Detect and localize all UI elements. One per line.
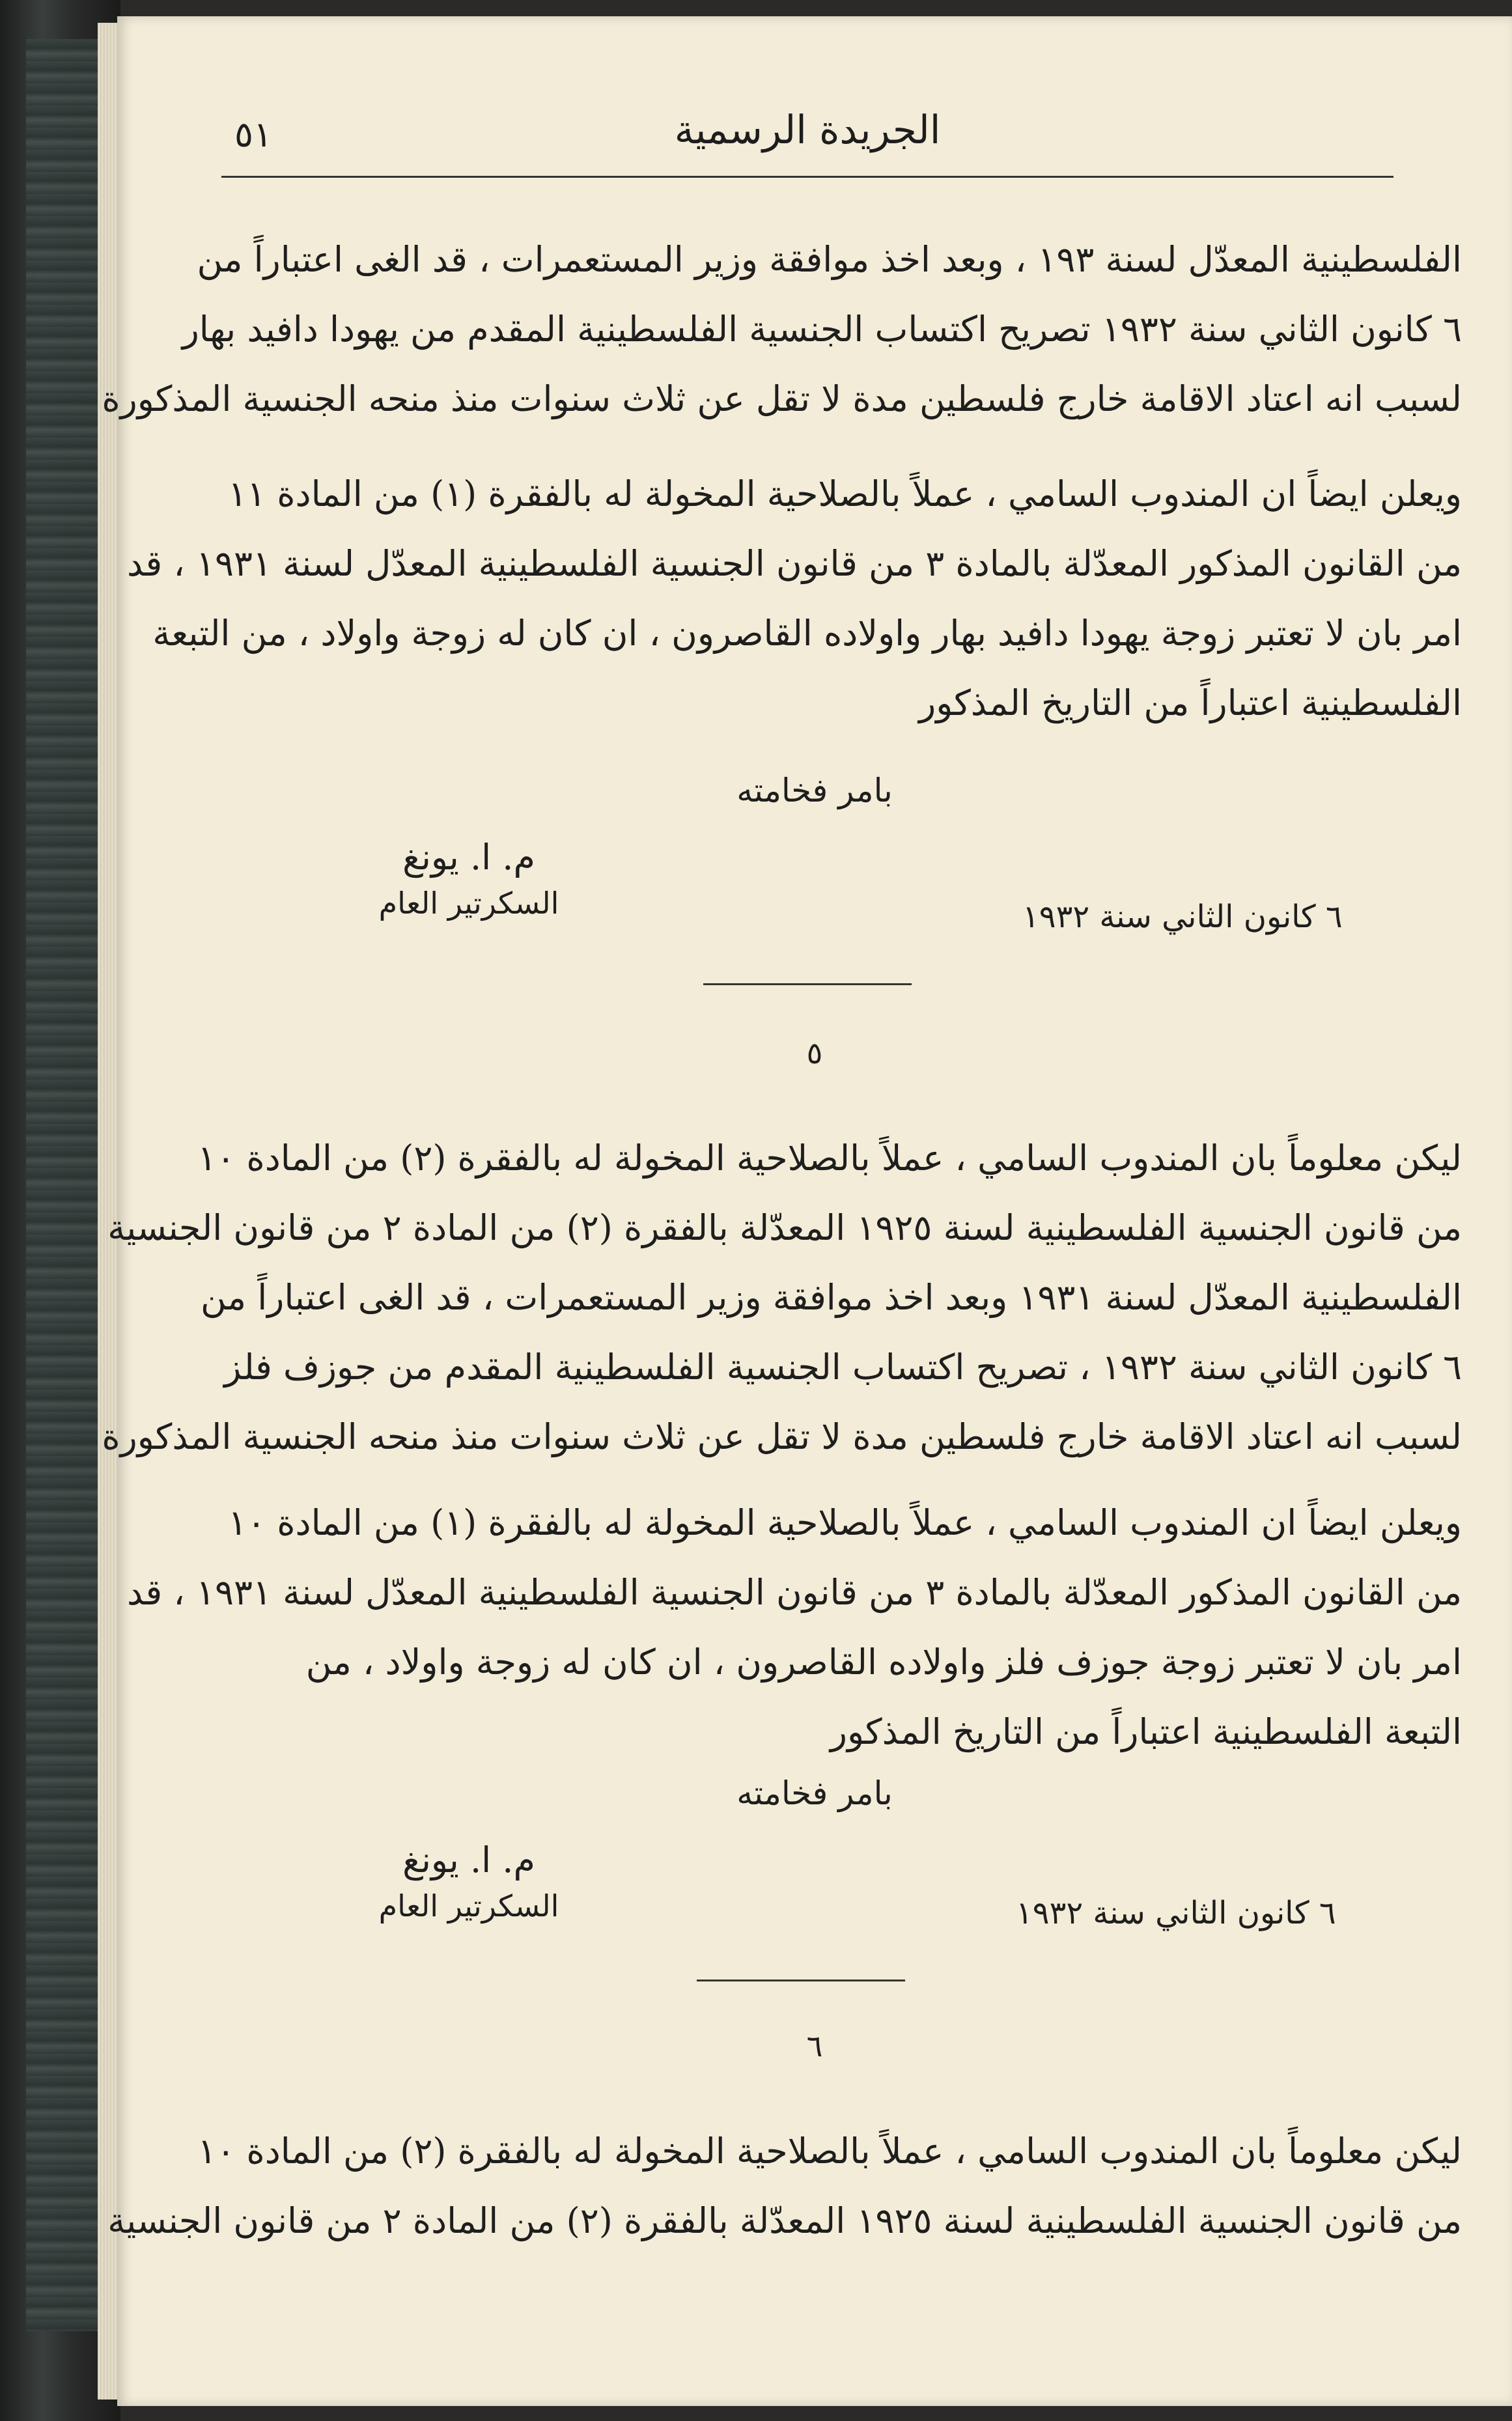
text-line: لسبب انه اعتاد الاقامة خارج فلسطين مدة لا تقل عن ثلاث سنوات منذ منحه الجنسية المذكورة (102, 378, 1462, 419)
text-line: الفلسطينية المعدّل لسنة ١٩٣ ، وبعد اخذ موافقة وزير المستعمرات ، قد الغى اعتباراً من (197, 239, 1462, 280)
section-a-paragraph-1 (102, 225, 1462, 434)
text-line: امر بان لا تعتبر زوجة جوزف فلز واولاده القاصرون ، ان كان له زوجة واولاد ، من (305, 1642, 1462, 1683)
journal-title: الجريدة الرسمية (674, 107, 941, 153)
text-line: الفلسطينية اعتباراً من التاريخ المذكور (919, 682, 1462, 723)
document-page (102, 16, 1512, 2406)
signature-block (332, 1840, 606, 1924)
section-number: ٥ (806, 1035, 823, 1071)
text-line: ويعلن ايضاً ان المندوب السامي ، عملاً بالصلاحية المخولة له بالفقرة (١) من المادة ١٠ (228, 1502, 1462, 1543)
text-line: ٦ كانون الثاني سنة ١٩٣٢ ، تصريح اكتساب الجنسية الفلسطينية المقدم من جوزف فلز (224, 1347, 1462, 1388)
signatory-name: م. ا. يونغ (402, 1840, 535, 1881)
issue-date: ٦ كانون الثاني سنة ١٩٣٢ (1022, 899, 1343, 935)
text-line: من قانون الجنسية الفلسطينية لسنة ١٩٢٥ المعدّلة بالفقرة (٢) من المادة ٢ من قانون الجنسية (107, 2200, 1462, 2241)
text-line: التبعة الفلسطينية اعتباراً من التاريخ المذكور (830, 1711, 1462, 1752)
text-line: الفلسطينية المعدّل لسنة ١٩٣١ وبعد اخذ موافقة وزير المستعمرات ، قد الغى اعتباراً من (201, 1277, 1462, 1318)
book-spine (26, 39, 100, 2331)
page-number: ٥١ (234, 114, 273, 155)
by-order-note: بامر فخامته (736, 1774, 893, 1812)
signatory-title: السكرتير العام (378, 886, 559, 921)
text-line: ليكن معلوماً بان المندوب السامي ، عملاً بالصلاحية المخولة له بالفقرة (٢) من المادة ١٠ (197, 1138, 1462, 1179)
text-line: امر بان لا تعتبر زوجة يهودا دافيد بهار واولاده القاصرون ، ان كان له زوجة واولاد ، من التبعة (152, 613, 1462, 654)
section-divider (703, 983, 912, 985)
signature-block (332, 837, 606, 921)
section-divider (697, 1980, 905, 1981)
section-number: ٦ (806, 2028, 823, 2064)
page-header (221, 107, 1393, 186)
text-line: من القانون المذكور المعدّلة بالمادة ٣ من قانون الجنسية الفلسطينية المعدّل لسنة ١٩٣١ ، قد (127, 543, 1462, 584)
header-rule (221, 176, 1393, 178)
section-5-paragraph-2 (127, 1488, 1462, 1767)
text-line: ويعلن ايضاً ان المندوب السامي ، عملاً بالصلاحية المخولة له بالفقرة (١) من المادة ١١ (228, 473, 1462, 514)
signatory-title: السكرتير العام (378, 1888, 559, 1924)
by-order-note: بامر فخامته (736, 772, 893, 809)
text-line: ليكن معلوماً بان المندوب السامي ، عملاً بالصلاحية المخولة له بالفقرة (٢) من المادة ١٠ (197, 2131, 1462, 2172)
text-line: من قانون الجنسية الفلسطينية لسنة ١٩٢٥ المعدّلة بالفقرة (٢) من المادة ٢ من قانون الجنسية (107, 1207, 1462, 1248)
section-a-paragraph-2 (127, 459, 1462, 738)
text-line: لسبب انه اعتاد الاقامة خارج فلسطين مدة لا تقل عن ثلاث سنوات منذ منحه الجنسية المذكورة (102, 1416, 1462, 1457)
section-5-paragraph-1 (102, 1123, 1462, 1472)
text-line: ٦ كانون الثاني سنة ١٩٣٢ تصريح اكتساب الجنسية الفلسطينية المقدم من يهودا دافيد بهار (182, 309, 1462, 350)
section-6-paragraph-1 (107, 2116, 1462, 2256)
text-line: من القانون المذكور المعدّلة بالمادة ٣ من قانون الجنسية الفلسطينية المعدّل لسنة ١٩٣١ ، قد (127, 1572, 1462, 1613)
signatory-name: م. ا. يونغ (402, 837, 535, 878)
issue-date: ٦ كانون الثاني سنة ١٩٣٢ (1016, 1895, 1336, 1931)
